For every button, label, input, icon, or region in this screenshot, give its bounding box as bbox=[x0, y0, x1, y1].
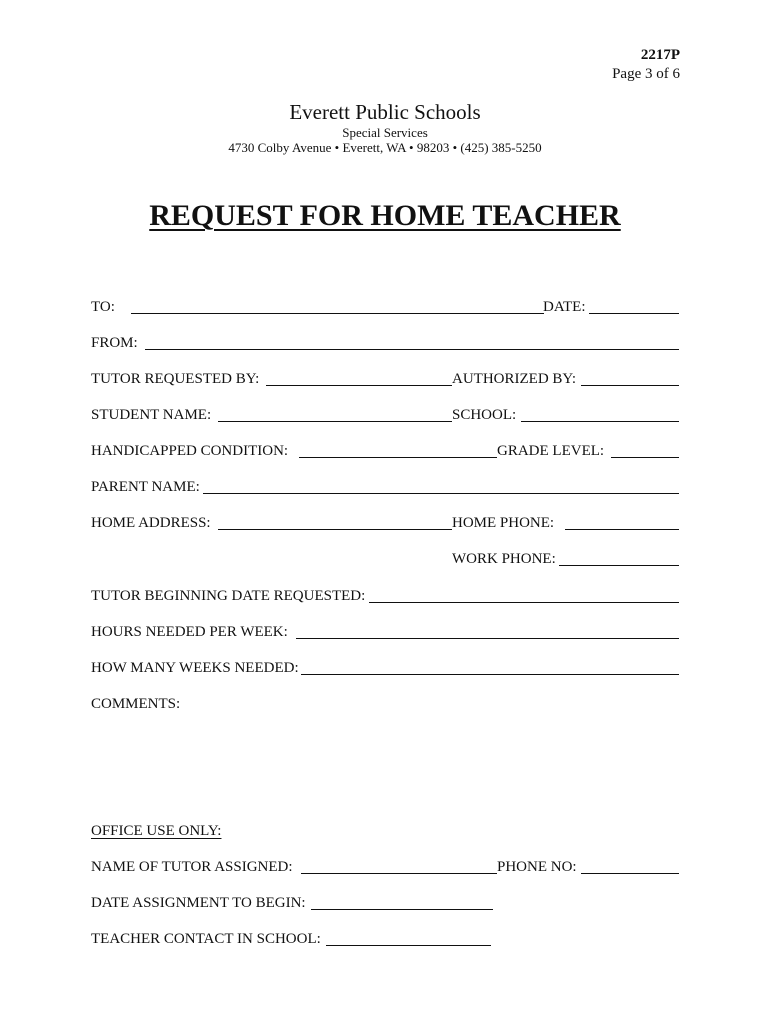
work-phone-field[interactable] bbox=[559, 565, 679, 566]
tutor-requested-by-label: TUTOR REQUESTED BY: bbox=[91, 371, 260, 387]
parent-name-field[interactable] bbox=[203, 493, 679, 494]
tutor-requested-row bbox=[91, 368, 681, 390]
weeks-needed-field[interactable] bbox=[301, 674, 679, 675]
from-label: FROM: bbox=[91, 335, 138, 351]
tutor-requested-by-field[interactable] bbox=[266, 385, 452, 386]
parent-name-label: PARENT NAME: bbox=[91, 479, 200, 495]
authorized-by-field[interactable] bbox=[581, 385, 679, 386]
home-phone-label: HOME PHONE: bbox=[452, 515, 555, 531]
hours-per-week-label: HOURS NEEDED PER WEEK: bbox=[91, 624, 288, 640]
comments-area[interactable] bbox=[91, 717, 681, 812]
grade-level-field[interactable] bbox=[611, 457, 679, 458]
assignment-begin-label: DATE ASSIGNMENT TO BEGIN: bbox=[91, 895, 306, 911]
handicapped-condition-row bbox=[91, 440, 681, 462]
student-name-row bbox=[91, 404, 681, 426]
student-name-field[interactable] bbox=[218, 421, 452, 422]
work-phone-label: WORK PHONE: bbox=[452, 551, 556, 567]
tutor-assigned-row bbox=[91, 856, 681, 878]
parent-name-row bbox=[91, 476, 681, 498]
weeks-needed-row bbox=[91, 657, 681, 679]
to-date-row bbox=[91, 296, 681, 318]
assignment-begin-row bbox=[91, 892, 681, 914]
hours-per-week-row bbox=[91, 621, 681, 643]
tutor-beginning-date-row bbox=[91, 585, 681, 607]
tutor-beginning-date-field[interactable] bbox=[369, 602, 679, 603]
comments-row bbox=[91, 693, 681, 715]
student-name-label: STUDENT NAME: bbox=[91, 407, 212, 423]
tutor-beginning-date-label: TUTOR BEGINNING DATE REQUESTED: bbox=[91, 588, 366, 604]
school-field[interactable] bbox=[521, 421, 679, 422]
department-name: Special Services bbox=[342, 125, 428, 140]
teacher-contact-field[interactable] bbox=[326, 945, 491, 946]
assignment-begin-field[interactable] bbox=[311, 909, 493, 910]
date-field[interactable] bbox=[589, 313, 679, 314]
tutor-assigned-label: NAME OF TUTOR ASSIGNED: bbox=[91, 859, 293, 875]
teacher-contact-row bbox=[91, 928, 681, 950]
date-label: DATE: bbox=[543, 299, 586, 315]
document-code: 2217P bbox=[640, 47, 680, 63]
from-field[interactable] bbox=[145, 349, 679, 350]
office-use-heading: OFFICE USE ONLY: bbox=[91, 823, 222, 839]
home-address-field[interactable] bbox=[218, 529, 452, 530]
school-label: SCHOOL: bbox=[452, 407, 517, 423]
home-address-label: HOME ADDRESS: bbox=[91, 515, 211, 531]
form-title: REQUEST FOR HOME TEACHER bbox=[149, 199, 621, 232]
to-label: TO: bbox=[91, 299, 115, 315]
phone-no-field[interactable] bbox=[581, 873, 679, 874]
organization-name: Everett Public Schools bbox=[289, 100, 481, 124]
tutor-assigned-field[interactable] bbox=[301, 873, 497, 874]
phone-no-label: PHONE NO: bbox=[497, 859, 577, 875]
handicapped-condition-field[interactable] bbox=[299, 457, 497, 458]
hours-per-week-field[interactable] bbox=[296, 638, 679, 639]
to-field[interactable] bbox=[131, 313, 544, 314]
teacher-contact-label: TEACHER CONTACT IN SCHOOL: bbox=[91, 931, 321, 947]
from-row bbox=[91, 332, 681, 354]
page-number: Page 3 of 6 bbox=[612, 66, 680, 82]
home-address-row bbox=[91, 512, 681, 534]
weeks-needed-label: HOW MANY WEEKS NEEDED: bbox=[91, 660, 299, 676]
handicapped-condition-label: HANDICAPPED CONDITION: bbox=[91, 443, 289, 459]
organization-address: 4730 Colby Avenue • Everett, WA • 98203 • (425) 385-5250 bbox=[228, 140, 542, 155]
grade-level-label: GRADE LEVEL: bbox=[497, 443, 605, 459]
comments-label: COMMENTS: bbox=[91, 696, 181, 712]
authorized-by-label: AUTHORIZED BY: bbox=[452, 371, 577, 387]
office-use-row bbox=[91, 820, 681, 842]
work-phone-row bbox=[91, 548, 681, 570]
home-phone-field[interactable] bbox=[565, 529, 679, 530]
